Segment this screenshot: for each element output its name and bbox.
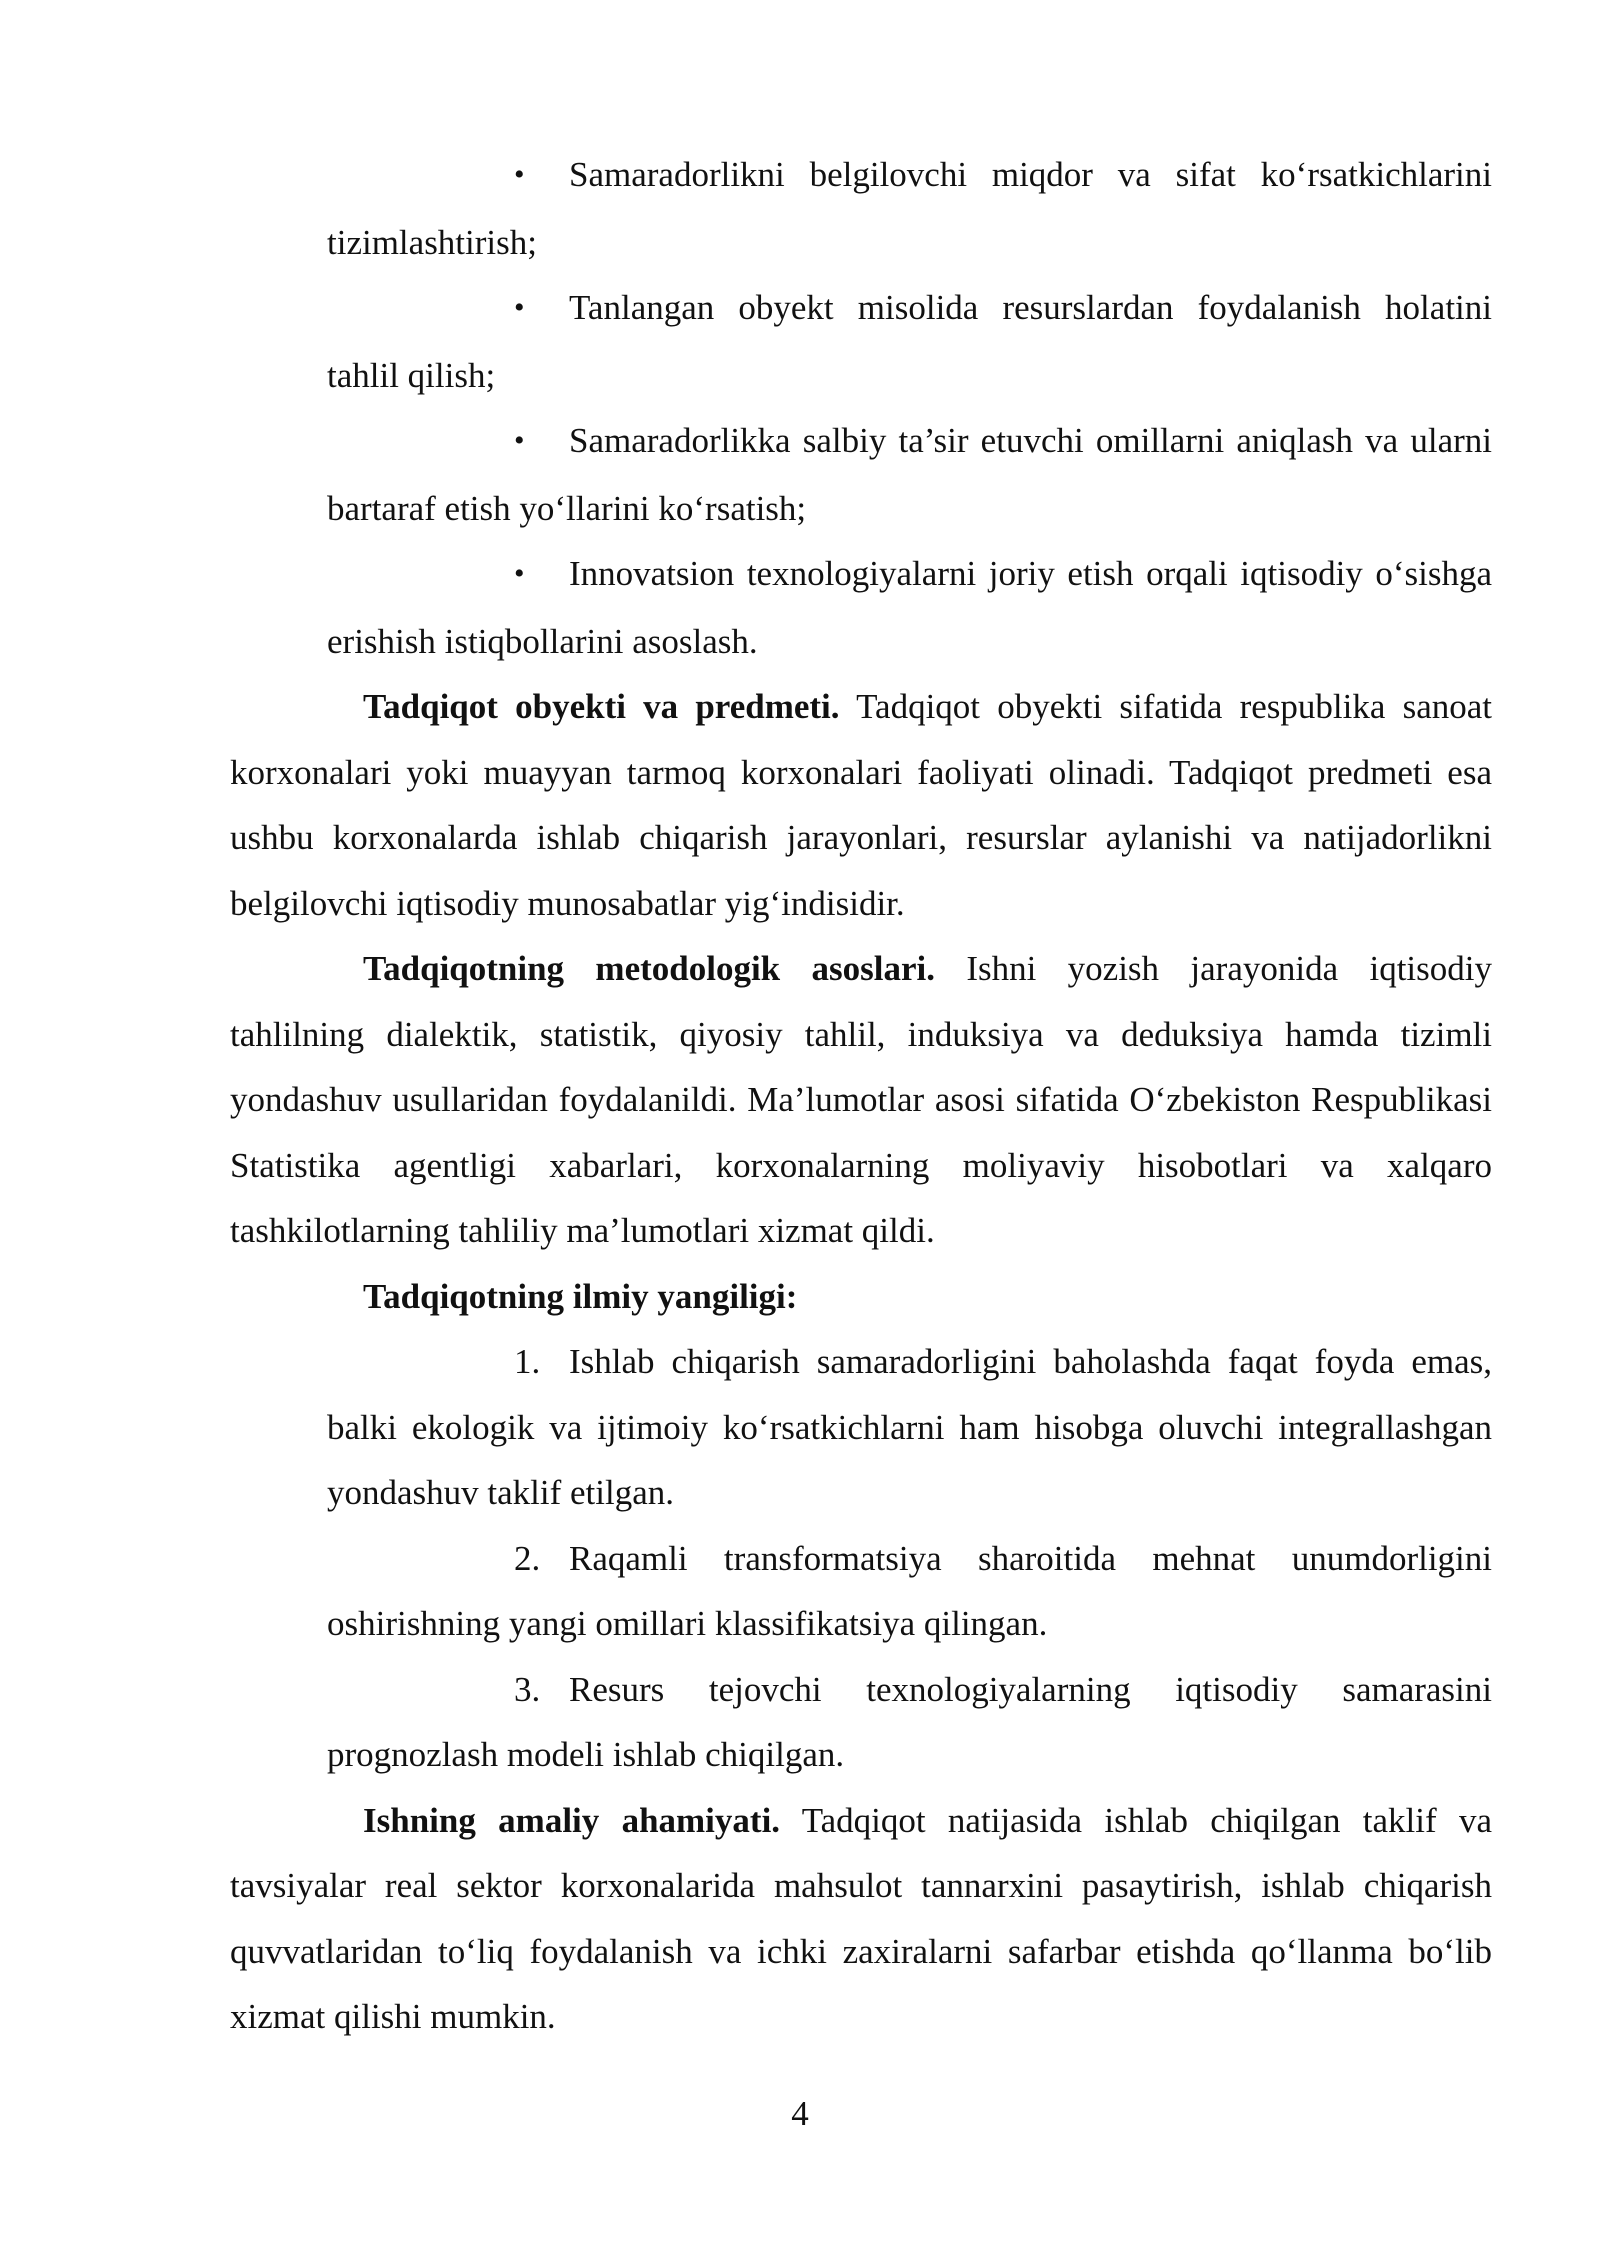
object-text: Tadqiqot obyekti sifatida respublika sanoat korxonalari yoki muayyan tarmoq korxonalari faoliyati olinadi. Tadqiqot predmeti esa ushbu korxonalarda ishlab chiqarish jarayonlari, resurslar aylanishi va natijadorlikni belgilovchi iqtisodiy munosabatlar yig‘indisidir.	[230, 687, 1492, 923]
numbered-item	[327, 1657, 1492, 1788]
list-item	[327, 142, 1492, 275]
list-item	[327, 541, 1492, 674]
novelty-heading: Tadqiqotning ilmiy yangiligi:	[363, 1276, 798, 1316]
number-marker: 1.	[514, 1342, 541, 1381]
bullet-marker: •	[514, 424, 525, 457]
novelty-heading-paragraph	[230, 1264, 1492, 1330]
list-item-text: Samaradorlikka salbiy ta’sir etuvchi omillarni aniqlash va ularni bartaraf etish yo‘llarini ko‘rsatish;	[327, 421, 1492, 528]
numbered-item	[327, 1526, 1492, 1657]
numbered-item	[327, 1329, 1492, 1526]
list-item-text: Tanlangan obyekt misolida resurslardan foydalanish holatini tahlil qilish;	[327, 288, 1492, 395]
list-item-text: Innovatsion texnologiyalarni joriy etish orqali iqtisodiy o‘sishga erishish istiqbollarini asoslash.	[327, 554, 1492, 661]
object-heading: Tadqiqot obyekti va predmeti.	[363, 687, 840, 726]
page-number: 4	[791, 2094, 809, 2133]
list-item	[327, 408, 1492, 541]
bullet-marker: •	[514, 557, 525, 590]
list-item	[327, 275, 1492, 408]
document-page	[230, 142, 1492, 2050]
number-marker: 2.	[514, 1538, 541, 1578]
object-paragraph	[230, 674, 1492, 936]
bullet-marker: •	[514, 158, 525, 191]
practical-heading: Ishning amaliy ahamiyati.	[363, 1800, 781, 1840]
numbered-item-text: Raqamli transformatsiya sharoitida mehnat unumdorligini oshirishning yangi omillari klassifikatsiya qilingan.	[327, 1538, 1492, 1643]
practical-paragraph	[230, 1788, 1492, 2050]
practical-text: Tadqiqot natijasida ishlab chiqilgan taklif va tavsiyalar real sektor korxonalarida mahsulot tannarxini pasaytirish, ishlab chiqarish quvvatlaridan to‘liq foydalanish va ichki zaxiralarni safarbar etishda qo‘llanma bo‘lib xizmat qilishi mumkin.	[230, 1800, 1492, 2036]
list-item-text: Samaradorlikni belgilovchi miqdor va sifat ko‘rsatkichlarini tizimlashtirish;	[327, 155, 1492, 262]
methodology-paragraph	[230, 936, 1492, 1264]
methodology-text: Ishni yozish jarayonida iqtisodiy tahlilning dialektik, statistik, qiyosiy tahlil, induksiya va deduksiya hamda tizimli yondashuv usullaridan foydalanildi. Ma’lumotlar asosi sifatida O‘zbekiston Respublikasi Statistika agentligi xabarlari, korxonalarning moliyaviy hisobotlari va xalqaro tashkilotlarning tahliliy ma’lumotlari xizmat qildi.	[230, 949, 1492, 1250]
methodology-heading: Tadqiqotning metodologik asoslari.	[363, 949, 935, 988]
bullet-marker: •	[514, 291, 525, 324]
number-marker: 3.	[514, 1669, 541, 1709]
numbered-item-text: Ishlab chiqarish samaradorligini baholashda faqat foyda emas, balki ekologik va ijtimoiy ko‘rsatkichlarni ham hisobga oluvchi integrallashgan yondashuv taklif etilgan.	[327, 1342, 1492, 1512]
numbered-item-text: Resurs tejovchi texnologiyalarning iqtisodiy samarasini prognozlash modeli ishlab chiqilgan.	[327, 1669, 1492, 1774]
